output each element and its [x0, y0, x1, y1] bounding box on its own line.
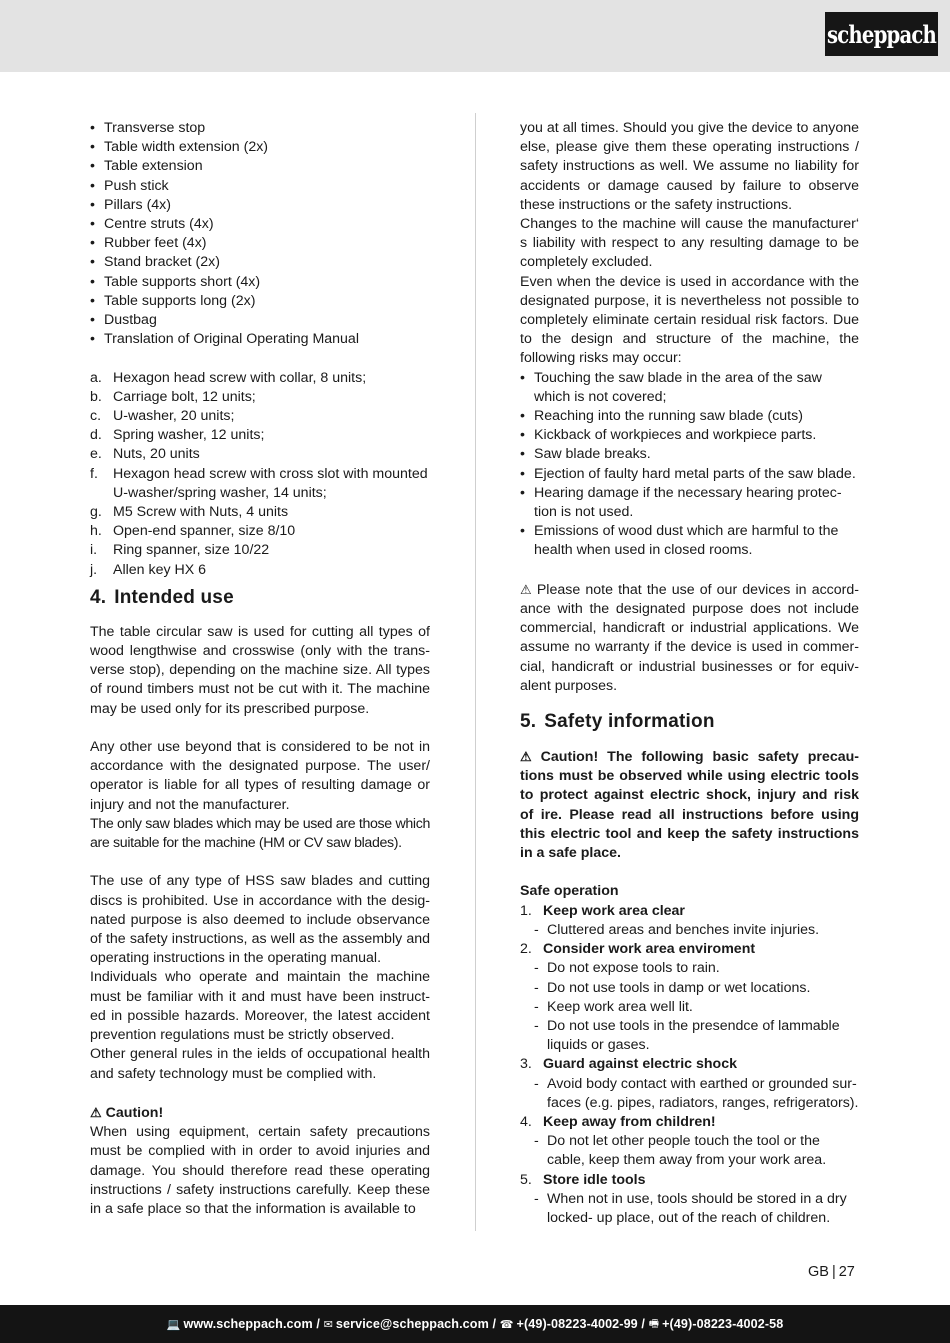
logo-text: scheppach — [826, 19, 937, 49]
subheading-safe-operation: Safe operation — [520, 883, 619, 900]
phone-number: +(49)-08223-4002-99 / — [516, 1317, 645, 1331]
list-item: • Table extension — [90, 157, 430, 176]
paragraph: Individuals who operate and maintain the machine must be familiar with it and must have been instruct-ed in possible hazards. Moreover, the latest accident prevention regulations must be strictly observed. — [90, 969, 430, 1044]
list-item: • Rubber feet (4x) — [90, 234, 430, 253]
paragraph: Changes to the machine will cause the manufacturer‘ s liability with respect to any resulting damage to be completely excluded. — [520, 216, 859, 271]
list-item: • Pillars (4x) — [90, 196, 430, 215]
list-item: • Table width extension (2x) — [90, 138, 430, 157]
list-item: • Kickback of workpieces and workpiece parts. — [520, 426, 859, 445]
list-item: • Dustbag — [90, 311, 430, 330]
numbered-item: 5. Store idle tools — [520, 1171, 646, 1188]
column-divider — [475, 113, 476, 1231]
caution-paragraph: ⚠ Caution! The following basic safety precau-tions must be observed while using electric tools to protect against electric shock, injury and risk of ire. Please read all instructions before using this electric tool and keep the safety instructions in a safe place. — [520, 749, 859, 862]
list-item: f. Hexagon head screw with cross slot with mounted U-washer/spring washer, 14 units; — [90, 465, 428, 501]
email-link[interactable]: service@scheppach.com / — [335, 1317, 497, 1331]
warning-icon: ⚠ — [520, 581, 533, 597]
list-item: i. Ring spanner, size 10/22 — [90, 542, 270, 559]
section-heading-intended-use: 4. Intended use — [90, 586, 234, 608]
list-item: d. Spring washer, 12 units; — [90, 427, 265, 444]
paragraph: The table circular saw is used for cutting all types of wood lengthwise and crosswise (only with the trans-verse stop), depending on the machine size. All types of round timbers must not be cut with it. The machine may be used only for its prescribed purpose. — [90, 623, 430, 717]
right-column — [520, 119, 859, 1228]
risk-list — [520, 369, 859, 561]
fax-icon: 🖷 — [648, 1317, 660, 1330]
scheppach-logo — [825, 12, 938, 56]
paragraph: Any other use beyond that is considered to be not in accordance with the designated purpose. The user/ operator is liable for all types of resulting damage or injury and not the manufacturer. — [90, 739, 430, 813]
list-item: • Stand bracket (2x) — [90, 253, 430, 272]
list-item: • Emissions of wood dust which are harmful to the health when used in closed rooms. — [520, 522, 859, 560]
paragraph: Even when the device is used in accordance with the designated purpose, it is nevertheless not possible to completely eliminate certain residual risk factors. Due to the design and structure of the machine, the following risks may occur: — [520, 273, 859, 367]
website-link[interactable]: www.scheppach.com / — [183, 1317, 320, 1331]
list-item: • Push stick — [90, 177, 430, 196]
page-footer — [0, 1305, 950, 1343]
sub-item: - Cluttered areas and benches invite injuries. — [520, 921, 859, 940]
list-item: g. M5 Screw with Nuts, 4 units — [90, 504, 289, 521]
list-item: • Ejection of faulty hard metal parts of the saw blade. — [520, 465, 859, 484]
sub-item: - Do not use tools in damp or wet locations. — [520, 979, 859, 998]
fax-number: +(49)-08223-4002-58 — [662, 1317, 784, 1331]
list-item: e. Nuts, 20 units — [90, 446, 200, 463]
list-item: j. Allen key HX 6 — [90, 561, 207, 578]
sub-item: - Do not expose tools to rain. — [520, 959, 859, 978]
paragraph: The use of any type of HSS saw blades and cutting discs is prohibited. Use in accordance with the desig-nated purpose is also deemed to include observance of the safety instructions, as well as the assembly and operating instructions in the operating manual. — [90, 873, 430, 967]
computer-icon: 💻 — [166, 1318, 181, 1331]
paragraph: When using equipment, certain safety precautions must be complied with in order to avoid injuries and damage. You should therefore read these operating instructions / safety instructions carefully. Keep these in a safe place so that the information is available to — [90, 1124, 430, 1217]
paragraph: The only saw blades which may be used are those which are suitable for the machine (HM or CV saw blades). — [90, 815, 430, 852]
email-icon: ✉ — [323, 1318, 333, 1331]
caution-heading: ⚠ Caution! — [90, 1104, 164, 1121]
section-heading-safety-information: 5. Safety information — [520, 711, 715, 733]
numbered-item: 1. Keep work area clear — [520, 902, 685, 919]
list-item: • Reaching into the running saw blade (cuts) — [520, 407, 859, 426]
list-item: c. U-washer, 20 units; — [90, 408, 235, 425]
list-item: • Saw blade breaks. — [520, 445, 859, 464]
list-item: • Transverse stop — [90, 119, 430, 138]
sub-item: - Do not let other people touch the tool or the cable, keep them away from your work area. — [520, 1132, 859, 1170]
list-item: • Translation of Original Operating Manual — [90, 330, 430, 349]
phone-icon: ☎ — [499, 1318, 514, 1331]
paragraph: Other general rules in the ields of occupational health and safety technology must be complied with. — [90, 1046, 430, 1082]
list-item: • Table supports long (2x) — [90, 292, 430, 311]
hardware-list — [90, 369, 430, 580]
list-item: • Table supports short (4x) — [90, 273, 430, 292]
numbered-item: 4. Keep away from children! — [520, 1113, 716, 1130]
list-item: • Centre struts (4x) — [90, 215, 430, 234]
warning-icon: ⚠ — [90, 1104, 102, 1120]
page-number: GB | 27 — [808, 1264, 855, 1280]
warning-icon: ⚠ — [520, 749, 537, 765]
list-item: • Hearing damage if the necessary hearing protec-tion is not used. — [520, 484, 859, 522]
parts-list — [90, 119, 430, 349]
sub-item: - Keep work area well lit. — [520, 998, 859, 1017]
list-item: h. Open-end spanner, size 8/10 — [90, 523, 296, 540]
list-item: • Touching the saw blade in the area of the saw which is not covered; — [520, 369, 859, 407]
page-header — [0, 0, 950, 72]
numbered-item: 2. Consider work area enviroment — [520, 941, 756, 958]
left-column — [90, 119, 430, 1219]
sub-item: - Do not use tools in the presendce of lammable liquids or gases. — [520, 1017, 859, 1055]
list-item: b. Carriage bolt, 12 units; — [90, 388, 256, 405]
paragraph: you at all times. Should you give the device to anyone else, please give them these operating instructions / safety instructions as well. We assume no liability for accidents or damage caused by failure to observe these instructions or the safety instructions. — [520, 120, 859, 213]
sub-item: - Avoid body contact with earthed or grounded sur-faces (e.g. pipes, radiators, ranges, refrigerators). — [520, 1075, 859, 1113]
sub-item: - When not in use, tools should be stored in a dry locked- up place, out of the reach of children. — [520, 1190, 859, 1228]
warning-note: ⚠ Please note that the use of our devices in accord-ance with the designated purpose does not include commercial, handicraft or industrial applications. We assume no warranty if the device is used in commer-cial, handicraft or industrial businesses or for equiv-alent purposes. — [520, 581, 859, 694]
list-item: a. Hexagon head screw with collar, 8 units; — [90, 369, 367, 386]
numbered-item: 3. Guard against electric shock — [520, 1056, 737, 1073]
